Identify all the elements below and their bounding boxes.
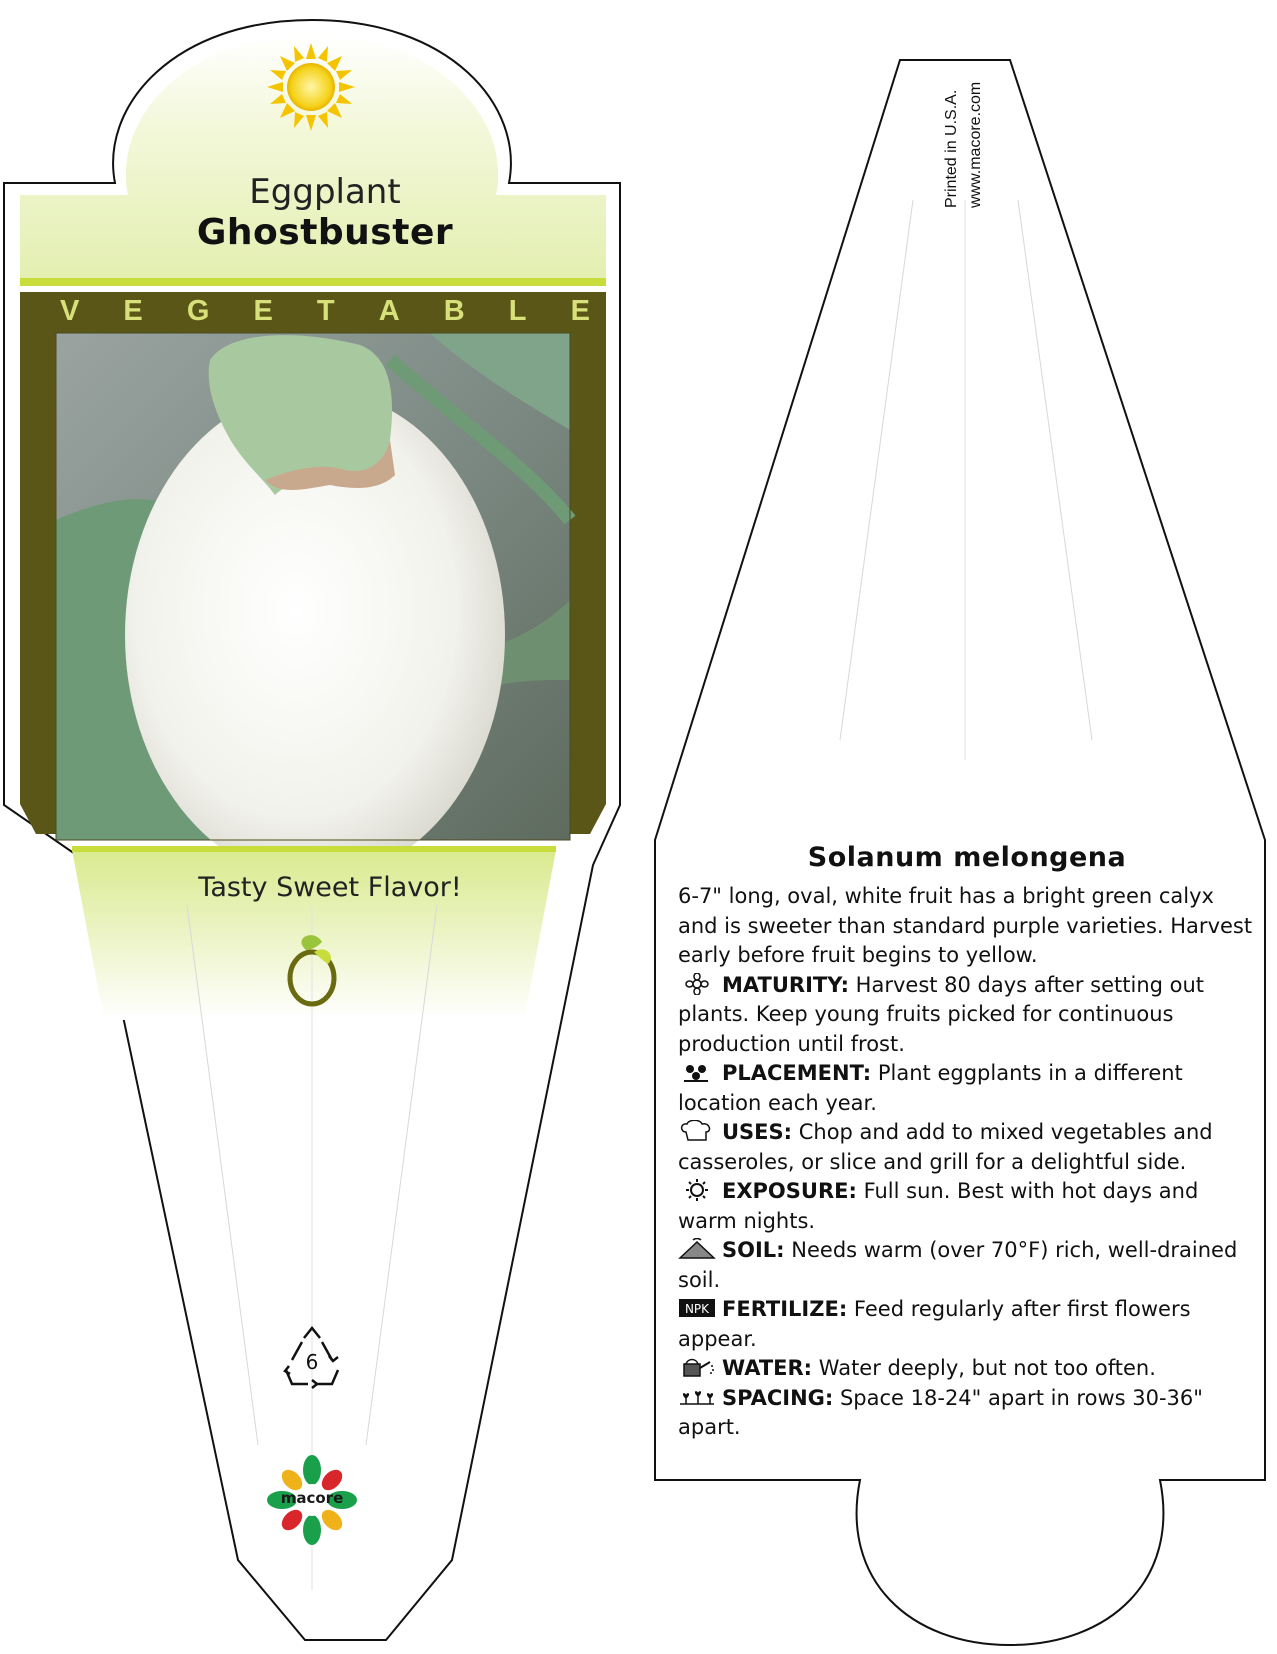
description: 6-7" long, oval, white fruit has a bright green calyx and is sweeter than standard purple varieties. Harvest early before fruit begins to yellow. xyxy=(678,884,1253,967)
exposure-label: EXPOSURE: xyxy=(722,1179,857,1203)
placement-text: Plant eggplants in a different location each year. xyxy=(678,1061,1183,1115)
uses-label: USES: xyxy=(722,1120,793,1144)
brand-name: macore xyxy=(280,1489,344,1507)
website-text: www.macore.com xyxy=(967,81,984,208)
spacing-text: Space 18-24" apart in rows 30-36" apart. xyxy=(678,1385,1203,1439)
npk-icon xyxy=(678,1297,716,1319)
category-letter: T xyxy=(316,295,335,327)
category-letter: V xyxy=(60,295,80,327)
chef-hat-icon xyxy=(678,1120,716,1142)
watering-can-icon xyxy=(678,1356,716,1378)
info-exposure xyxy=(678,1177,1258,1236)
soil-text: Needs warm (over 70°F) rich, well-drained soil. xyxy=(678,1238,1238,1292)
botanical-name: Solanum melongena xyxy=(807,842,1127,873)
category-letter: E xyxy=(570,295,590,327)
printed-in-text: Printed in U.S.A. xyxy=(943,89,960,208)
category-label xyxy=(20,295,606,325)
info-fertilize xyxy=(678,1295,1258,1354)
full-sun-icon xyxy=(267,43,355,131)
placement-plants-icon xyxy=(678,1061,716,1083)
water-label: WATER: xyxy=(722,1356,813,1380)
svg-text:NPK: NPK xyxy=(684,1302,710,1316)
info-soil xyxy=(678,1236,1258,1295)
fertilize-label: FERTILIZE: xyxy=(722,1297,848,1321)
info-spacing xyxy=(678,1384,1258,1443)
info-placement xyxy=(678,1059,1258,1118)
category-letter: L xyxy=(508,295,527,327)
spacing-label: SPACING: xyxy=(722,1385,834,1410)
category-letter: E xyxy=(253,295,273,327)
info-maturity xyxy=(678,971,1258,1060)
maturity-text: Harvest 80 days after setting out plants. Keep young fruits picked for continuous production until frost. xyxy=(678,972,1205,1056)
recycle-code: 6 xyxy=(305,1350,319,1374)
category-letter: E xyxy=(123,295,143,327)
maturity-flower-icon xyxy=(678,973,716,995)
category-letter: A xyxy=(378,295,400,327)
exposure-text: Full sun. Best with hot days and warm nights. xyxy=(678,1179,1199,1233)
variety-name: Ghostbuster xyxy=(196,212,454,253)
sun-outline-icon xyxy=(678,1179,716,1201)
category-letter: B xyxy=(443,295,465,327)
tagline: Tasty Sweet Flavor! xyxy=(198,872,462,903)
care-info xyxy=(678,882,1258,1443)
fertilize-text: Feed regularly after first flowers appear. xyxy=(678,1297,1191,1351)
info-water xyxy=(678,1354,1258,1384)
info-uses xyxy=(678,1118,1258,1177)
soil-mound-icon xyxy=(678,1238,716,1260)
soil-label: SOIL: xyxy=(722,1238,785,1262)
maturity-label: MATURITY: xyxy=(722,972,849,997)
plant-name: Eggplant xyxy=(249,172,401,212)
spacing-seedlings-icon xyxy=(678,1386,716,1408)
category-letter: G xyxy=(186,295,210,327)
uses-text: Chop and add to mixed vegetables and casseroles, or slice and grill for a delightful side. xyxy=(678,1120,1213,1174)
placement-label: PLACEMENT: xyxy=(722,1061,872,1085)
water-text: Water deeply, but not too often. xyxy=(818,1356,1156,1380)
white-eggplant-photo xyxy=(56,333,570,880)
